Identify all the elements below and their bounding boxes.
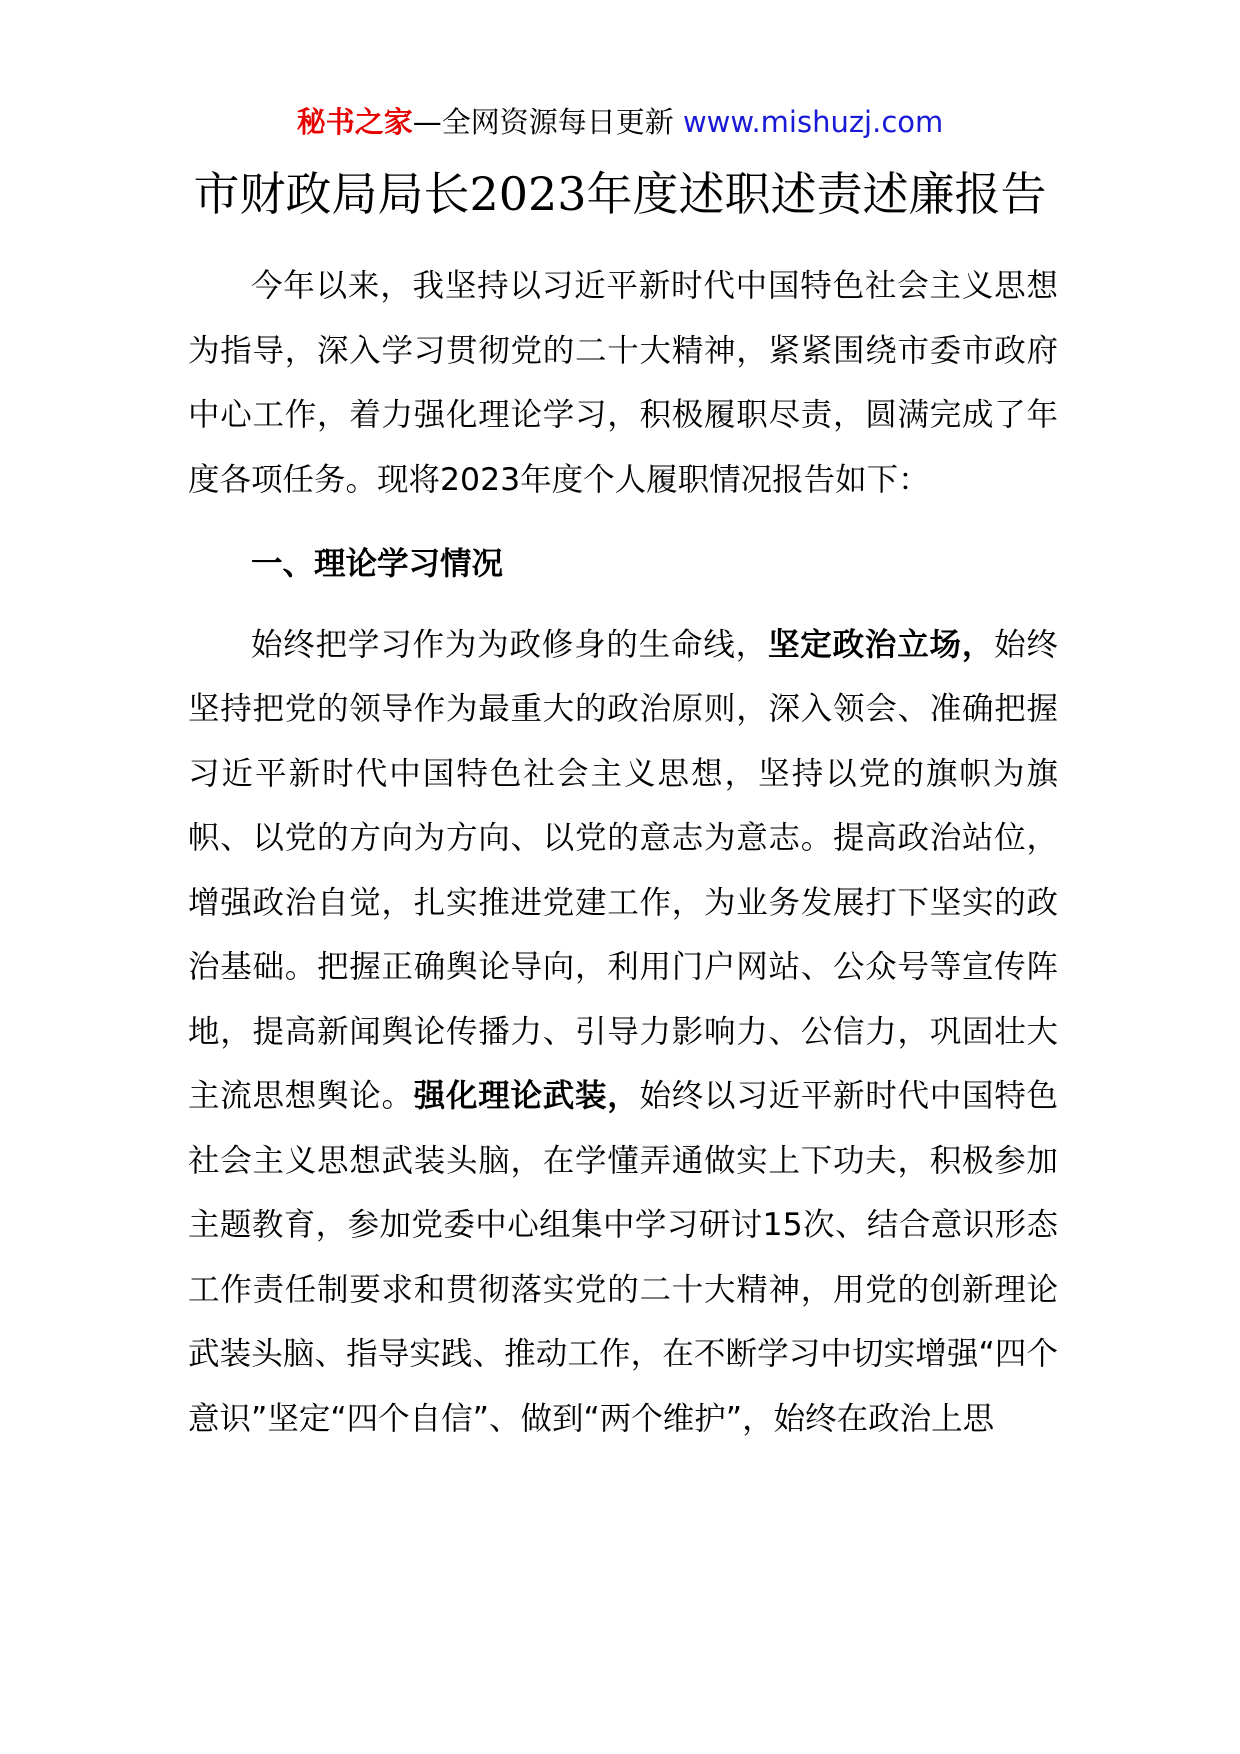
banner-url-link[interactable]: www.mishuzj.com: [682, 105, 944, 139]
document-title: 市财政局局长2023年度述职述责述廉报告: [193, 167, 1047, 221]
paragraph-text: 始终把学习作为为政修身的生命线，: [251, 626, 768, 663]
bold-phrase: 强化理论武装，: [413, 1078, 640, 1114]
paragraph-text: 始终坚持把党的领导作为最重大的政治原则，深入领会、准确把握习近平新时代中国特色社会主义思想，坚持以党的旗帜为旗帜、以党的方向为方向、以党的意志为意志。提高政治站位，增强政治自觉，扎实推进党建工作，为业务发展打下坚实的政治基础。把握正确舆论导向，利用门户网站、公众号等宣传阵地，提高新闻舆论传播力、引导力影响力、公信力，巩固壮大主流思想舆论。: [188, 626, 1058, 1114]
site-banner: [0, 100, 1240, 144]
section-1-paragraph: [188, 613, 1058, 1452]
banner-brand: 秘书之家: [296, 105, 413, 139]
bold-phrase: 坚定政治立场，: [767, 626, 995, 663]
section-heading-1: 一、理论学习情况: [251, 546, 504, 582]
banner-tagline: —全网资源每日更新: [412, 105, 683, 139]
document-body: [188, 254, 1058, 1451]
paragraph-text: 始终以习近平新时代中国特色社会主义思想武装头脑，在学懂弄通做实上下功夫，积极参加主题教育，参加党委中心组集中学习研讨15次、结合意识形态工作责任制要求和贯彻落实党的二十大精神，用党的创新理论武装头脑、指导实践、推动工作，在不断学习中切实增强“四个意识”坚定“四个自信”、做到“两个维护”，始终在政治上思: [188, 1078, 1058, 1437]
intro-paragraph: 今年以来，我坚持以习近平新时代中国特色社会主义思想为指导，深入学习贯彻党的二十大精神，紧紧围绕市委市政府中心工作，着力强化理论学习，积极履职尽责，圆满完成了年度各项任务。现将2023年度个人履职情况报告如下：: [188, 268, 1058, 498]
